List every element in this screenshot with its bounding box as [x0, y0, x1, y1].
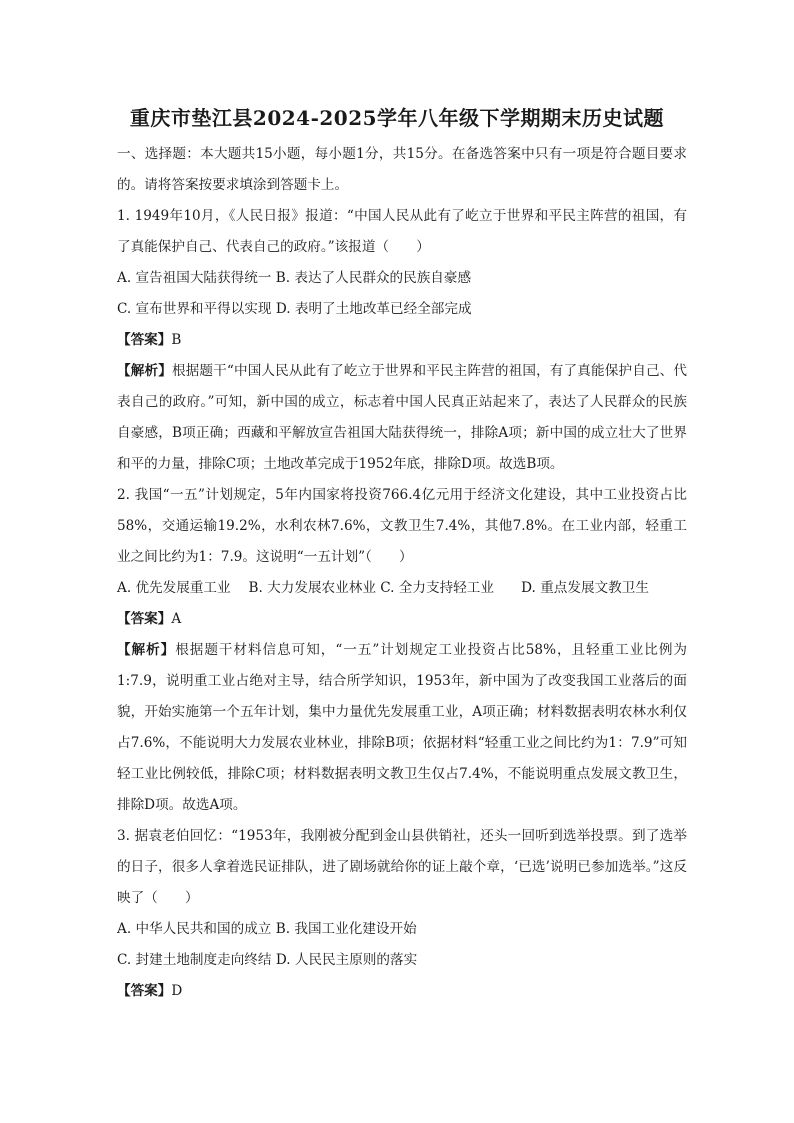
analysis-text: 根据题干材料信息可知，“一五”计划规定工业投资占比58%，且轻重工业比例为1:7.9，说明重工业占绝对主导，结合所学知识，1953年，新中国为了改变我国工业落后的面貌，开始实施第一个五年计划，集中力量优先发展重工业，A项正确；材料数据表明农林水利仅占7.6%，不能说明大力发展农业林业，排除B项；依据材料“轻重工业之间比约为1：7.9”可知轻工业比例较低，排除C项；材料数据表明文教卫生仅占7.4%，不能说明重点发展文教卫生，排除D项。故选A项。 — [117, 642, 687, 813]
answer-label: 【答案】 — [117, 983, 172, 999]
answer-value: B — [171, 332, 182, 348]
answer-label: 【答案】 — [117, 332, 172, 348]
analysis-label: 【解析】 — [117, 642, 176, 658]
answer-line — [117, 325, 687, 356]
question-stem: 2. 我国“一五”计划规定，5年内国家将投资766.4亿元用于经济文化建设，其中工业投资占比58%，交通运输19.2%，水利农林7.6%，文教卫生7.4%，其他7.8%。在工业内部，轻重工业之间比约为1：7.9。这说明“一五计划”（ ） — [117, 487, 687, 565]
analysis-paragraph — [117, 635, 687, 821]
section-intro: 一、选择题：本大题共15小题，每小题1分，共15分。在备选答案中只有一项是符合题目要求的。请将答案按要求填涂到答题卡上。 — [117, 146, 687, 193]
question-options: C. 宣布世界和平得以实现 D. 表明了土地改革已经全部完成 — [117, 301, 472, 317]
question-options: C. 封建土地制度走向终结 D. 人民民主原则的落实 — [117, 952, 418, 968]
analysis-text: 根据题干“中国人民从此有了屹立于世界和平民主阵营的祖国，有了真能保护自己、代表自己的政府。”可知，新中国的成立，标志着中国人民真正站起来了，表达了人民群众的民族自豪感，B项正确；西藏和平解放宣告祖国大陆获得统一，排除A项；新中国的成立壮大了世界和平的力量，排除C项；土地改革完成于1952年底，排除D项。故选B项。 — [117, 363, 687, 472]
document-body — [117, 139, 687, 1007]
question-options: A. 优先发展重工业 B. 大力发展农业林业 C. 全力支持轻工业 D. 重点发展文教卫生 — [117, 580, 649, 596]
answer-value: A — [171, 611, 182, 627]
page-title: 重庆市垫江县2024-2025学年八年级下学期期末历史试题 — [129, 106, 665, 130]
question-options: A. 宣告祖国大陆获得统一 B. 表达了人民群众的民族自豪感 — [117, 270, 472, 286]
question-options: A. 中华人民共和国的成立 B. 我国工业化建设开始 — [117, 921, 417, 937]
answer-line — [117, 976, 687, 1007]
analysis-label: 【解析】 — [117, 363, 172, 379]
question-stem: 1. 1949年10月，《人民日报》报道：“中国人民从此有了屹立于世界和平民主阵营的祖国，有了真能保护自己、代表自己的政府。”该报道（ ） — [117, 208, 687, 255]
question-stem: 3. 据袁老伯回忆：“1953年，我刚被分配到金山县供销社，还头一回听到选举投票。到了选举的日子，很多人拿着选民证排队，进了剧场就给你的证上敲个章，‘已选’说明已参加选举。”这反映了（ ） — [117, 828, 687, 906]
analysis-paragraph — [117, 356, 687, 480]
answer-value: D — [171, 983, 183, 999]
answer-label: 【答案】 — [117, 611, 172, 627]
answer-line — [117, 604, 687, 635]
